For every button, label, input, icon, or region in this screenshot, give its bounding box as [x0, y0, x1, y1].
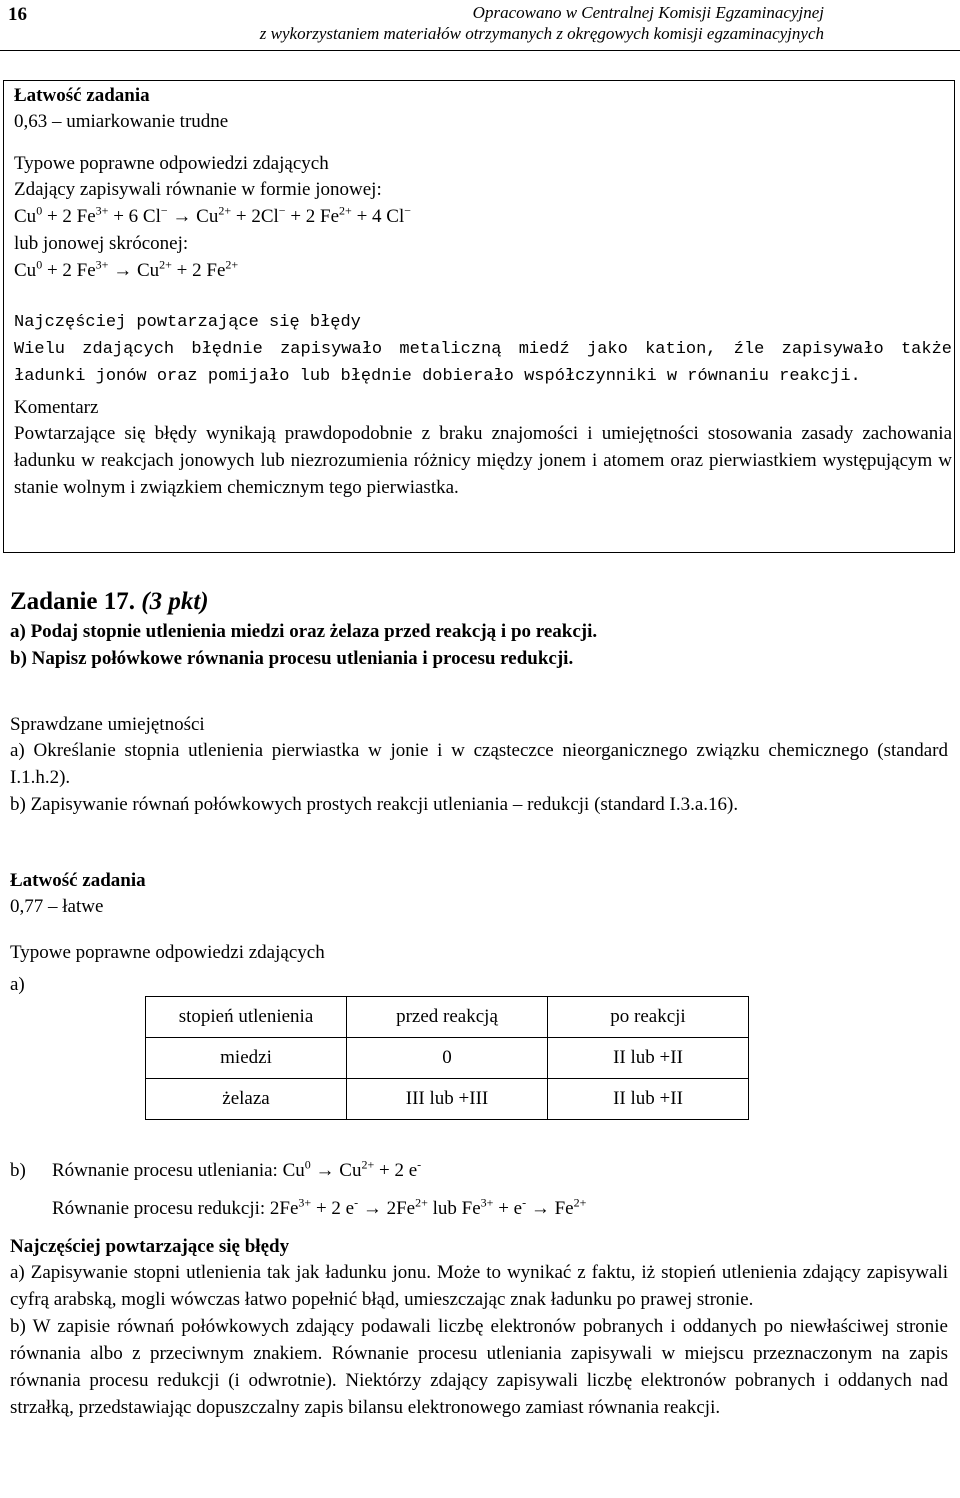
table-cell: 0	[347, 1038, 548, 1079]
half-equations	[10, 1152, 948, 1228]
ease-label-2: Łatwość zadania	[10, 870, 146, 891]
table-header-cell: po reakcji	[548, 997, 749, 1038]
table-cell: III lub +III	[347, 1079, 548, 1120]
ease-label: Łatwość zadania	[14, 85, 150, 106]
answers-section	[10, 940, 948, 998]
table-cell: II lub +II	[548, 1038, 749, 1079]
ease-value: 0,63 – umiarkowanie trudne	[14, 111, 229, 132]
oxidation-label: Równanie procesu utleniania:	[52, 1160, 278, 1181]
task-part-a: a) Podaj stopnie utlenienia miedzi oraz żelaza przed reakcją i po reakcji.	[10, 621, 598, 642]
errors-label-2: Najczęściej powtarzające się błędy	[10, 1236, 290, 1257]
table-cell: żelaza	[146, 1079, 347, 1120]
typical-answers-label: Typowe poprawne odpowiedzi zdających	[14, 153, 329, 174]
typical-answers-alt: lub jonowej skróconej:	[14, 233, 189, 254]
errors-a: a) Zapisywanie stopni utlenienia tak jak ładunku jonu. Może to wynikać z faktu, iż stopień utlenienia zdający zapisywali cyfrą arabską, mogli wówczas łatwo popełnić błąd, umieszczając znak ładunku po prawej stronie.	[10, 1262, 948, 1310]
errors-section-2	[10, 1234, 948, 1421]
table-header-cell: przed reakcją	[347, 997, 548, 1038]
errors-text: Wielu zdających błędnie zapisywało metaliczną miedź jako kation, źle zapisywało także ładunki jonów oraz pomijało lub błędnie dobierało współczynniki w równaniu reakcji.	[14, 340, 952, 386]
table-row	[146, 1038, 749, 1079]
ionic-equation: $Cu^0 + 2$ $Fe^{3+} + 6$ $Cl^- \to Cu^{2+} + 2Cl^- + 2$ $Fe^{2+} + 4$ Cl−	[14, 203, 412, 227]
table-row	[146, 1079, 749, 1120]
table-cell: miedzi	[146, 1038, 347, 1079]
skills-label: Sprawdzane umiejętności	[10, 714, 205, 735]
typical-answers-section	[14, 151, 952, 284]
table-cell: II lub +II	[548, 1079, 749, 1120]
answers-a-marker: a)	[10, 974, 25, 995]
oxidation-equation: b) Równanie procesu utleniania: $Cu^0 \to Cu^{2+} + 2$ e-	[10, 1152, 948, 1190]
typical-answers-intro: Zdający zapisywali równanie w formie jonowej:	[14, 179, 382, 200]
page-number: 16	[8, 4, 27, 25]
oxidation-state-table	[145, 996, 749, 1120]
answers-label: Typowe poprawne odpowiedzi zdających	[10, 942, 325, 963]
table-header-row	[146, 997, 749, 1038]
comment-label: Komentarz	[14, 397, 99, 418]
table-header-cell: stopień utlenienia	[146, 997, 347, 1038]
header-line-1: Opracowano w Centralnej Komisji Egzaminacyjnej	[472, 3, 824, 22]
ease-section-2	[10, 868, 948, 920]
task-part-b: b) Napisz połówkowe równania procesu utleniania i procesu redukcji.	[10, 648, 574, 669]
short-ionic-equation: $Cu^0 + 2$ $Fe^{3+} \to Cu^{2+} + 2$ $Fe^{2+}$	[14, 257, 239, 281]
skills-section	[10, 712, 948, 818]
comment-text: Powtarzające się błędy wynikają prawdopodobnie z braku znajomości i umiejętności stosowania zasady zachowania ładunku w reakcjach jonowych lub niezrozumienia różnicy między jonem i atomem oraz pierwiastkiem występującym w stanie wolnym i związkiem chemicznym tego pierwiastka.	[14, 423, 952, 498]
task-title	[10, 588, 948, 616]
ease-value-2: 0,77 – łatwe	[10, 896, 104, 917]
skills-a: a) Określanie stopnia utlenienia pierwiastka w jonie i w cząsteczce nieorganicznego związku chemicznego (standard I.1.h.2).	[10, 740, 948, 788]
ease-section	[14, 83, 952, 135]
comment-section	[14, 395, 952, 501]
reduction-label: Równanie procesu redukcji:	[52, 1198, 266, 1219]
page-header	[60, 2, 950, 44]
errors-label: Najczęściej powtarzające się błędy	[14, 313, 361, 332]
answers-b-marker: b)	[10, 1160, 26, 1181]
errors-section	[14, 309, 952, 390]
previous-task-box	[3, 80, 955, 553]
task-number: Zadanie 17.	[10, 588, 136, 615]
skills-b: b) Zapisywanie równań połówkowych prostych reakcji utleniania – redukcji (standard I.3.a.16).	[10, 794, 739, 815]
task-17	[10, 588, 948, 672]
or-word: lub	[432, 1198, 457, 1219]
task-points: (3 pkt)	[141, 588, 209, 615]
header-rule	[0, 50, 960, 51]
reduction-equation: Równanie procesu redukcji: $2Fe^{3+} + 2$ $e^- \to 2Fe^{2+}$ lub $Fe^{3+} + e^- \to Fe^{2+}$	[52, 1195, 587, 1219]
errors-b: b) W zapisie równań połówkowych zdający podawali liczbę elektronów pobranych i oddanych po niewłaściwej stronie równania albo z przeciwnym znakiem. Równanie procesu utleniania zapisywali w miejscu przeznaczonym na zapis równania procesu redukcji (i odwrotnie). Niektórzy zdający zapisywali liczbę elektronów pobranych i oddanych nad strzałką, przedstawiając dopuszczalny zapis bilansu elektronowego zamiast równania reakcji.	[10, 1316, 948, 1418]
header-line-2: z wykorzystaniem materiałów otrzymanych z okręgowych komisji egzaminacyjnych	[259, 24, 824, 43]
